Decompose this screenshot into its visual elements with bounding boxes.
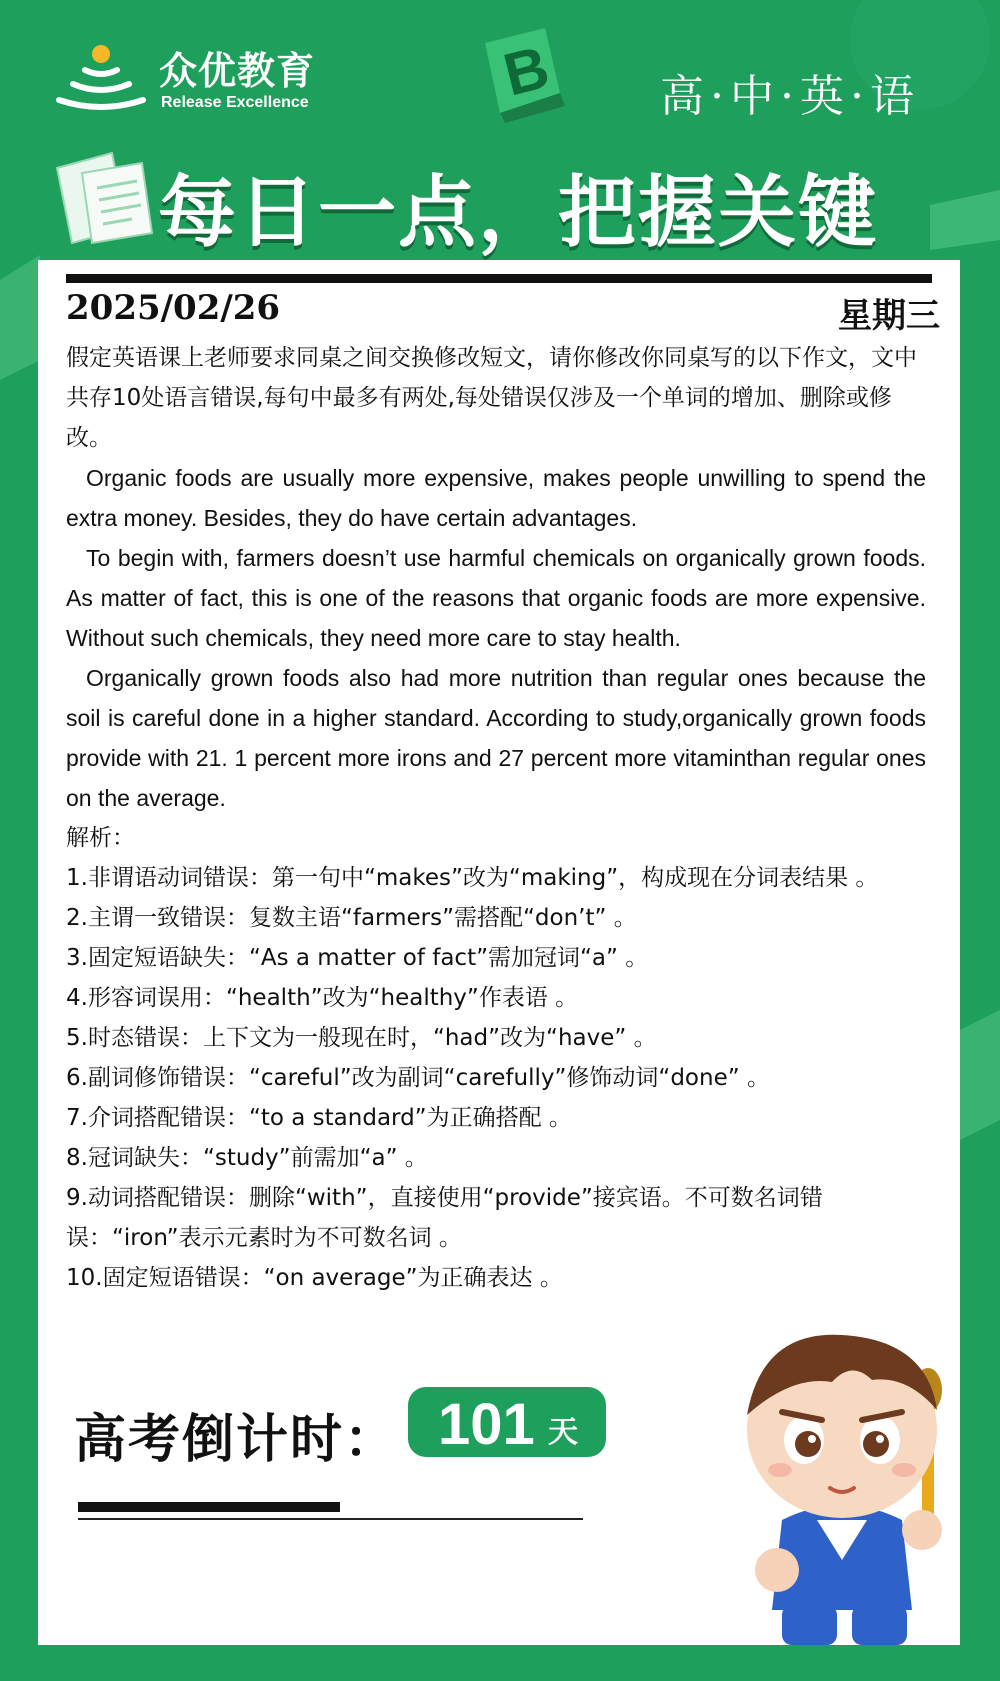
brand-tagline: Release Excellence — [161, 94, 309, 111]
brand-name: 众优教育 — [159, 49, 316, 93]
countdown-badge — [408, 1387, 606, 1457]
analysis-item: 8.冠词缺失：“study”前需加“a” 。 — [66, 1145, 428, 1171]
analysis-item: 6.副词修饰错误：“careful”改为副词“carefully”修饰动词“done” 。 — [66, 1065, 770, 1091]
analysis-item: 3.固定短语缺失：“As a matter of fact”需加冠词“a” 。 — [66, 945, 649, 971]
mascot-illustration — [722, 1320, 962, 1650]
analysis-item: 1.非谓语动词错误：第一句中“makes”改为“making”，构成现在分词表结果 。 — [66, 865, 879, 891]
analysis-item: 10.固定短语错误：“on average”为正确表达 。 — [66, 1265, 563, 1291]
bottom-line — [78, 1518, 583, 1520]
subject-title: 高·中·英·语 — [660, 71, 920, 122]
analysis-item: 7.介词搭配错误：“to a standard”为正确搭配 。 — [66, 1105, 572, 1131]
svg-text:B: B — [497, 33, 556, 109]
analysis-item: 9.动词搭配错误：删除“with”，直接使用“provide”接宾语。不可数名词错误：“iron”表示元素时为不可数名词 。 — [66, 1185, 823, 1251]
analysis-item: 4.形容词误用：“health”改为“healthy”作表语 。 — [66, 985, 579, 1011]
analysis-item: 5.时态错误：上下文为一般现在时，“had”改为“have” 。 — [66, 1025, 657, 1051]
papers-icon — [52, 148, 162, 248]
b-letter-icon — [465, 18, 575, 128]
page-headline: 每日一点，把握关键 — [158, 168, 879, 258]
weekday-label: 星期三 — [838, 296, 940, 336]
bottom-bar — [78, 1502, 340, 1512]
article-body — [66, 338, 926, 1298]
brand-logo — [55, 40, 355, 120]
logo-mark-icon — [55, 42, 147, 116]
passage-paragraph-3: Organically grown foods also had more nutrition than regular ones because the soil is careful done in a higher standard. According to study,organically grown foods provide with 21. 1 percent more irons and 27 percent more vitaminthan regular ones on the average. — [66, 665, 926, 811]
passage-paragraph-2: To begin with, farmers doesn’t use harmful chemicals on organically grown foods. As matter of fact, this is one of the reasons that organic foods are more expensive. Without such chemicals, they need more care to stay health. — [66, 545, 926, 651]
countdown-label: 高考倒计时： — [74, 1410, 399, 1470]
countdown-days: 101 — [438, 1392, 535, 1457]
analysis-title: 解析： — [66, 825, 135, 851]
analysis-item: 2.主谓一致错误：复数主语“farmers”需搭配“don’t” 。 — [66, 905, 637, 931]
passage-paragraph-1: Organic foods are usually more expensive, makes people unwilling to spend the extra money. Besides, they do have certain advantages. — [66, 465, 926, 531]
intro-text: 假定英语课上老师要求同桌之间交换修改短文，请你修改你同桌写的以下作文，文中共存10处语言错误,每句中最多有两处,每处错误仅涉及一个单词的增加、删除或修改。 — [66, 345, 917, 451]
top-divider — [66, 274, 932, 283]
date-label: 2025/02/26 — [66, 288, 281, 328]
countdown-unit: 天 — [548, 1415, 578, 1450]
